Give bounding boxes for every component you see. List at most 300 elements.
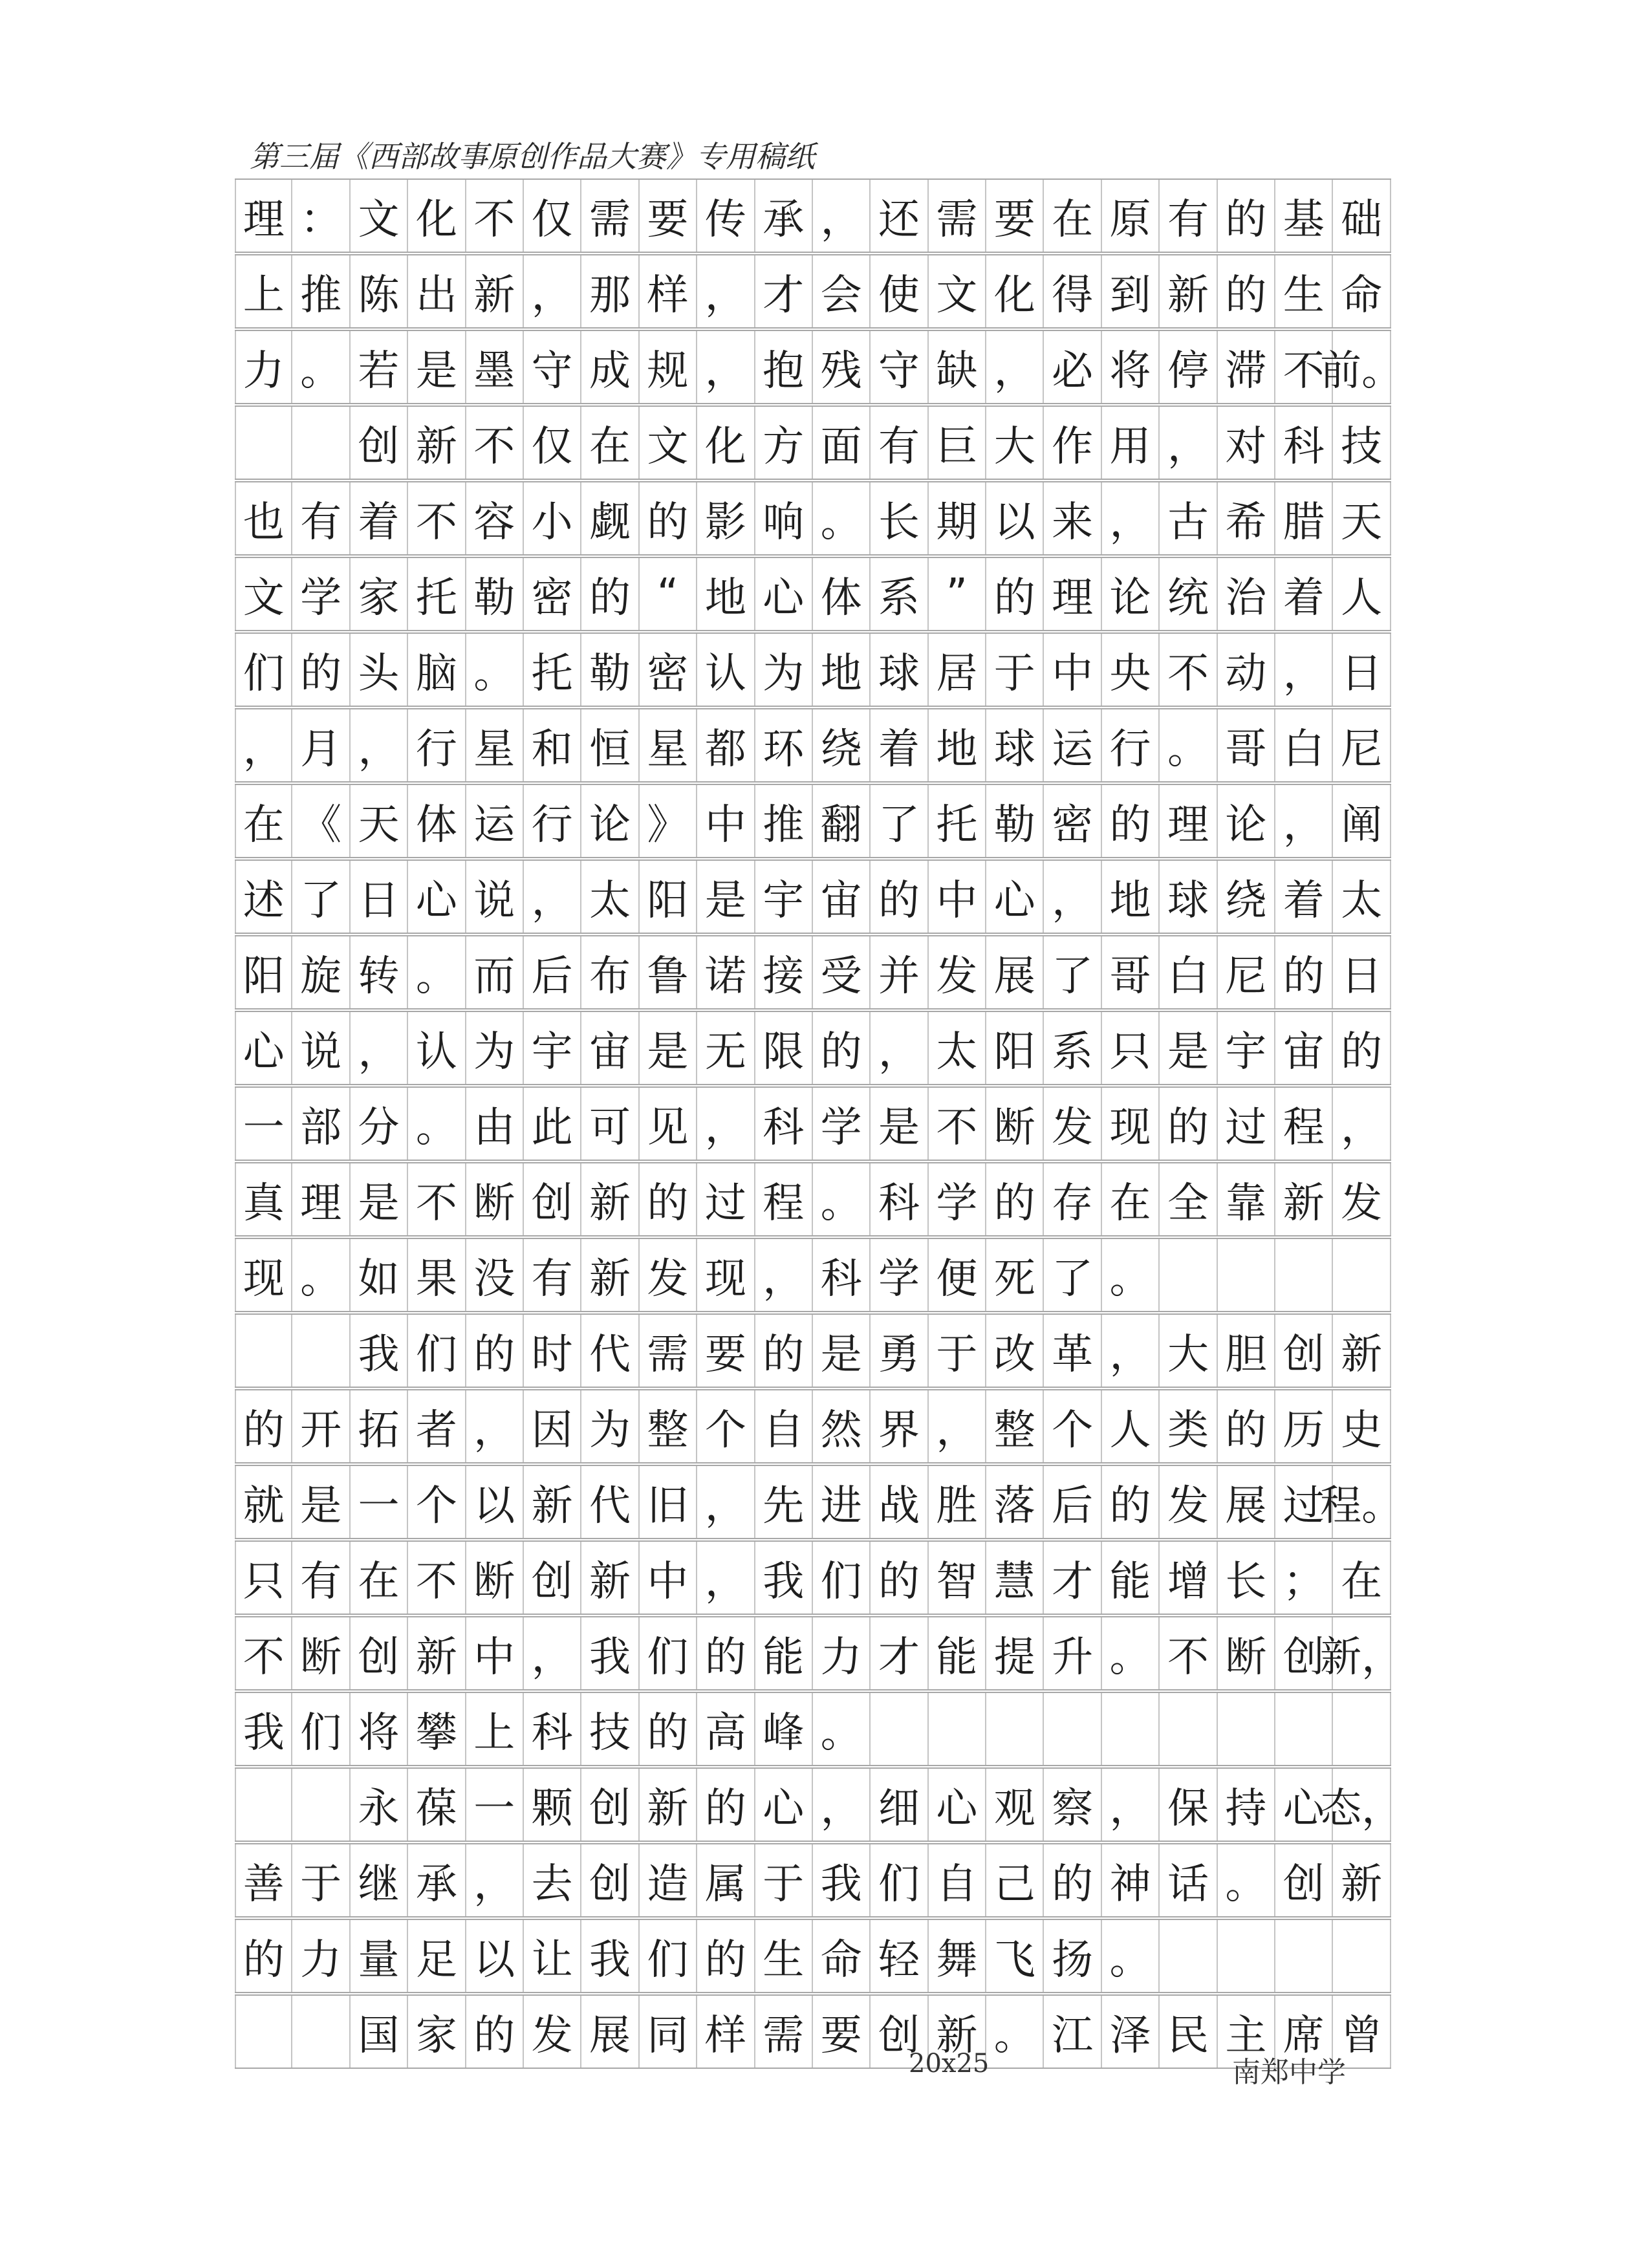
grid-cell: 缺 <box>929 331 986 403</box>
grid-cell: 说 <box>466 861 524 933</box>
grid-cell: 绕 <box>813 709 871 781</box>
grid-row <box>235 1313 1391 1388</box>
grid-row <box>235 784 1391 858</box>
grid-cell: 的 <box>986 558 1044 630</box>
grid-cell: 的 <box>986 1163 1044 1235</box>
grid-cell: 心 <box>408 861 466 933</box>
grid-cell: 以 <box>986 482 1044 554</box>
grid-cell: 地 <box>1102 861 1160 933</box>
grid-row <box>235 1843 1391 1917</box>
grid-cell: 开 <box>292 1390 350 1462</box>
grid-cell <box>871 1693 928 1765</box>
grid-cell: 必 <box>1044 331 1101 403</box>
grid-cell: 要 <box>697 1315 755 1387</box>
grid-cell: 球 <box>1160 861 1217 933</box>
grid-cell: 原 <box>1102 180 1160 252</box>
grid-cell: 。 <box>1218 1844 1275 1916</box>
grid-cell: 用 <box>1102 407 1160 479</box>
grid-cell: 我 <box>581 1617 639 1689</box>
grid-cell: 守 <box>524 331 581 403</box>
grid-cell: 和 <box>524 709 581 781</box>
grid-cell: 日 <box>1333 936 1391 1008</box>
grid-cell: 接 <box>755 936 813 1008</box>
grid-cell: 人 <box>1102 1390 1160 1462</box>
grid-cell: 诺 <box>697 936 755 1008</box>
grid-cell: 化 <box>408 180 466 252</box>
grid-cell: 们 <box>640 1920 697 1992</box>
grid-cell: 的 <box>292 634 350 706</box>
grid-cell: 旧 <box>640 1466 697 1538</box>
grid-cell: 新 <box>1275 1163 1333 1235</box>
grid-cell <box>235 407 292 479</box>
grid-cell: 察 <box>1044 1769 1101 1841</box>
grid-cell: 科 <box>871 1163 928 1235</box>
grid-cell: 创 <box>581 1844 639 1916</box>
grid-cell: 者 <box>408 1390 466 1462</box>
grid-cell: 并 <box>871 936 928 1008</box>
grid-cell: 我 <box>351 1315 408 1387</box>
grid-cell: 的 <box>1160 1088 1217 1160</box>
grid-cell: 密 <box>640 634 697 706</box>
grid-cell: 面 <box>813 407 871 479</box>
grid-cell: 们 <box>640 1617 697 1689</box>
grid-cell: 提 <box>986 1617 1044 1689</box>
grid-cell: 断 <box>986 1088 1044 1160</box>
grid-cell: 要 <box>813 1996 871 2068</box>
grid-cell: 的 <box>1218 180 1275 252</box>
grid-cell: 脑 <box>408 634 466 706</box>
grid-cell: 的 <box>235 1390 292 1462</box>
grid-cell: 希 <box>1218 482 1275 554</box>
grid-cell: 。 <box>813 1693 871 1765</box>
grid-cell: 论 <box>1102 558 1160 630</box>
grid-cell: 上 <box>235 255 292 327</box>
grid-cell: 发 <box>1044 1088 1101 1160</box>
grid-row <box>235 1086 1391 1161</box>
grid-cell: 是 <box>697 861 755 933</box>
grid-cell: 现 <box>697 1239 755 1311</box>
grid-cell: 有 <box>524 1239 581 1311</box>
grid-cell: 类 <box>1160 1390 1217 1462</box>
grid-cell: 守 <box>871 331 928 403</box>
grid-cell: ， <box>1275 785 1333 857</box>
grid-cell: 继 <box>351 1844 408 1916</box>
grid-cell: 的 <box>640 1693 697 1765</box>
grid-cell: 新 <box>929 1996 986 2068</box>
grid-cell: 量 <box>351 1920 408 1992</box>
grid-cell: 。 <box>408 936 466 1008</box>
grid-cell: 心 <box>929 1769 986 1841</box>
grid-cell: 勒 <box>466 558 524 630</box>
grid-cell: 创 <box>351 407 408 479</box>
grid-cell: 以 <box>466 1466 524 1538</box>
grid-cell: 力 <box>292 1920 350 1992</box>
grid-cell: 人 <box>1333 558 1391 630</box>
grid-cell: 头 <box>351 634 408 706</box>
grid-cell: 果 <box>408 1239 466 1311</box>
grid-cell: 能 <box>929 1617 986 1689</box>
grid-cell: 化 <box>697 407 755 479</box>
grid-cell: 现 <box>235 1239 292 1311</box>
grid-cell: 基 <box>1275 180 1333 252</box>
grid-cell: 智 <box>929 1542 986 1614</box>
grid-cell: 展 <box>986 936 1044 1008</box>
grid-cell: 不 <box>929 1088 986 1160</box>
grid-cell: ， <box>351 1012 408 1084</box>
grid-cell: 的 <box>1218 1390 1275 1462</box>
grid-cell: 转 <box>351 936 408 1008</box>
grid-cell: 们 <box>871 1844 928 1916</box>
grid-cell: 对 <box>1218 407 1275 479</box>
grid-cell: 们 <box>235 634 292 706</box>
grid-cell: 到 <box>1102 255 1160 327</box>
grid-cell: ， <box>466 1844 524 1916</box>
grid-cell <box>1333 1920 1391 1992</box>
grid-cell: 就 <box>235 1466 292 1538</box>
grid-cell: 中 <box>697 785 755 857</box>
grid-cell: 的 <box>813 1012 871 1084</box>
grid-cell: 认 <box>408 1012 466 1084</box>
grid-cell <box>292 407 350 479</box>
grid-cell: 时 <box>524 1315 581 1387</box>
grid-cell: 需 <box>929 180 986 252</box>
grid-cell: 后 <box>1044 1466 1101 1538</box>
grid-cell: 主 <box>1218 1996 1275 2068</box>
grid-row <box>235 632 1391 707</box>
grid-row <box>235 1994 1391 2069</box>
grid-cell: 太 <box>1333 861 1391 933</box>
grid-row <box>235 1540 1391 1615</box>
grid-cell: 个 <box>408 1466 466 1538</box>
grid-cell: 便 <box>929 1239 986 1311</box>
grid-cell: 心 <box>1275 1769 1333 1841</box>
grid-cell <box>1160 1239 1217 1311</box>
grid-cell <box>235 1769 292 1841</box>
grid-cell: 陈 <box>351 255 408 327</box>
grid-cell: 改 <box>986 1315 1044 1387</box>
grid-cell: 太 <box>581 861 639 933</box>
grid-cell: 于 <box>292 1844 350 1916</box>
grid-cell: 阐 <box>1333 785 1391 857</box>
grid-cell: 前。 <box>1333 331 1391 403</box>
grid-cell: 出 <box>408 255 466 327</box>
grid-cell: 过 <box>1218 1088 1275 1160</box>
grid-cell: ， <box>524 255 581 327</box>
grid-cell: 球 <box>871 634 928 706</box>
grid-cell: 翻 <box>813 785 871 857</box>
grid-cell <box>1333 1239 1391 1311</box>
grid-cell: 月 <box>292 709 350 781</box>
grid-cell: 的 <box>697 1617 755 1689</box>
grid-cell: ： <box>292 180 350 252</box>
grid-cell: ， <box>697 255 755 327</box>
grid-cell: 拓 <box>351 1390 408 1462</box>
grid-cell: 央 <box>1102 634 1160 706</box>
grid-cell: 着 <box>871 709 928 781</box>
grid-cell: 行 <box>408 709 466 781</box>
grid-cell <box>235 1315 292 1387</box>
grid-cell: 。 <box>813 482 871 554</box>
grid-cell: 着 <box>351 482 408 554</box>
grid-cell: 学 <box>292 558 350 630</box>
grid-cell: 托 <box>524 634 581 706</box>
grid-cell: 部 <box>292 1088 350 1160</box>
grid-cell: 是 <box>871 1088 928 1160</box>
grid-cell: 造 <box>640 1844 697 1916</box>
grid-cell: 足 <box>408 1920 466 1992</box>
grid-cell: ， <box>524 1617 581 1689</box>
grid-cell: 们 <box>813 1542 871 1614</box>
grid-cell: 有 <box>871 407 928 479</box>
grid-cell: 没 <box>466 1239 524 1311</box>
grid-cell: ” <box>929 558 986 630</box>
grid-cell: 是 <box>813 1315 871 1387</box>
grid-cell <box>235 1996 292 2068</box>
grid-cell: 勒 <box>986 785 1044 857</box>
grid-cell: 的 <box>235 1920 292 1992</box>
grid-cell <box>1275 1239 1333 1311</box>
grid-cell: 密 <box>1044 785 1101 857</box>
grid-cell: 是 <box>292 1466 350 1538</box>
grid-cell: 技 <box>581 1693 639 1765</box>
grid-cell: 腊 <box>1275 482 1333 554</box>
sheet-header: 第三届《西部故事原创作品大赛》专用稿纸 <box>250 139 815 174</box>
grid-cell: 断 <box>1218 1617 1275 1689</box>
grid-cell: 的 <box>581 558 639 630</box>
grid-cell: 发 <box>524 1996 581 2068</box>
grid-cell: 为 <box>581 1390 639 1462</box>
grid-row <box>235 1767 1403 1842</box>
grid-cell: 仅 <box>524 407 581 479</box>
grid-cell: 的 <box>1102 785 1160 857</box>
grid-cell: 可 <box>581 1088 639 1160</box>
grid-cell: 都 <box>697 709 755 781</box>
grid-cell: 规 <box>640 331 697 403</box>
grid-cell: ， <box>351 709 408 781</box>
grid-cell <box>1102 1693 1160 1765</box>
grid-cell: 日 <box>1333 634 1391 706</box>
grid-cell: ， <box>466 1390 524 1462</box>
grid-cell: 发 <box>640 1239 697 1311</box>
grid-cell: 觑 <box>581 482 639 554</box>
grid-cell: 旋 <box>292 936 350 1008</box>
grid-cell: 为 <box>466 1012 524 1084</box>
grid-cell: ， <box>813 1769 871 1841</box>
grid-cell <box>929 1693 986 1765</box>
grid-cell: 不 <box>466 180 524 252</box>
grid-cell: 不 <box>408 482 466 554</box>
grid-cell: 分 <box>351 1088 408 1160</box>
grid-cell: 的 <box>1218 255 1275 327</box>
grid-cell: 才 <box>755 255 813 327</box>
grid-cell: 命 <box>813 1920 871 1992</box>
grid-cell: ， <box>1275 634 1333 706</box>
grid-cell: 要 <box>640 180 697 252</box>
grid-cell: 由 <box>466 1088 524 1160</box>
grid-cell: 属 <box>697 1844 755 1916</box>
grid-cell: 整 <box>640 1390 697 1462</box>
grid-cell: 民 <box>1160 1996 1217 2068</box>
grid-cell: 巨 <box>929 407 986 479</box>
grid-row <box>235 859 1391 934</box>
grid-cell: 保 <box>1160 1769 1217 1841</box>
grid-cell: 成 <box>581 331 639 403</box>
grid-cell: 。 <box>1102 1617 1160 1689</box>
grid-cell: 居 <box>929 634 986 706</box>
grid-cell: 着 <box>1275 558 1333 630</box>
grid-cell: 创 <box>351 1617 408 1689</box>
grid-cell: 哥 <box>1218 709 1275 781</box>
grid-cell: 。 <box>292 1239 350 1311</box>
grid-cell: 我 <box>755 1542 813 1614</box>
grid-cell: 将 <box>351 1693 408 1765</box>
grid-cell: 己 <box>986 1844 1044 1916</box>
grid-cell: 说 <box>292 1012 350 1084</box>
grid-row <box>235 1692 1391 1766</box>
grid-cell: 让 <box>524 1920 581 1992</box>
grid-cell: 史 <box>1333 1390 1391 1462</box>
grid-cell: 展 <box>1218 1466 1275 1538</box>
grid-cell: 。 <box>986 1996 1044 2068</box>
grid-cell: 尼 <box>1218 936 1275 1008</box>
grid-cell: 的 <box>871 861 928 933</box>
grid-cell: ， <box>1333 1088 1391 1160</box>
grid-row <box>235 1919 1391 1993</box>
grid-cell: ， <box>1044 861 1101 933</box>
grid-cell <box>1275 1920 1333 1992</box>
grid-cell: 阳 <box>986 1012 1044 1084</box>
grid-cell: 托 <box>408 558 466 630</box>
grid-cell: 过 <box>1275 1466 1333 1538</box>
grid-cell: 运 <box>1044 709 1101 781</box>
grid-cell: 我 <box>581 1920 639 1992</box>
grid-cell: 环 <box>755 709 813 781</box>
grid-cell: 系 <box>871 558 928 630</box>
grid-cell: 死 <box>986 1239 1044 1311</box>
grid-cell: 峰 <box>755 1693 813 1765</box>
grid-cell: 自 <box>929 1844 986 1916</box>
grid-cell: 有 <box>292 482 350 554</box>
grid-cell: 治 <box>1218 558 1275 630</box>
grid-cell: 文 <box>640 407 697 479</box>
grid-cell <box>1218 1239 1275 1311</box>
school-name: 南郑中学 <box>1232 2056 1346 2089</box>
grid-cell: 要 <box>986 180 1044 252</box>
grid-cell: 理 <box>235 180 292 252</box>
grid-cell: 将 <box>1102 331 1160 403</box>
grid-cell: 心 <box>755 1769 813 1841</box>
grid-cell: ， <box>697 1466 755 1538</box>
grid-cell: 理 <box>292 1163 350 1235</box>
grid-cell: 系 <box>1044 1012 1101 1084</box>
grid-cell: 托 <box>929 785 986 857</box>
grid-cell: 需 <box>640 1315 697 1387</box>
grid-cell: 白 <box>1160 936 1217 1008</box>
grid-cell: ， <box>1102 1315 1160 1387</box>
grid-cell: 天 <box>1333 482 1391 554</box>
grid-cell: 化 <box>986 255 1044 327</box>
grid-cell: 得 <box>1044 255 1101 327</box>
grid-cell: 新 <box>408 1617 466 1689</box>
grid-cell: 生 <box>755 1920 813 1992</box>
grid-cell: ， <box>524 861 581 933</box>
grid-cell: 战 <box>871 1466 928 1538</box>
grid-cell: 才 <box>871 1617 928 1689</box>
grid-cell: 文 <box>929 255 986 327</box>
grid-cell: 。 <box>466 634 524 706</box>
grid-cell: 程。 <box>1333 1466 1391 1538</box>
grid-cell: 。 <box>1102 1920 1160 1992</box>
grid-cell: 科 <box>813 1239 871 1311</box>
grid-cell: 文 <box>351 180 408 252</box>
grid-cell: 只 <box>1102 1012 1160 1084</box>
grid-cell: 一 <box>351 1466 408 1538</box>
grid-cell: 在 <box>351 1542 408 1614</box>
grid-cell: 创 <box>581 1769 639 1841</box>
grid-cell: 只 <box>235 1542 292 1614</box>
grid-cell: 创 <box>871 1996 928 2068</box>
grid-cell: 承 <box>755 180 813 252</box>
grid-cell: 的 <box>1044 1844 1101 1916</box>
grid-cell: 心 <box>235 1012 292 1084</box>
grid-cell: 同 <box>640 1996 697 2068</box>
grid-cell: 在 <box>581 407 639 479</box>
grid-cell: 扬 <box>1044 1920 1101 1992</box>
grid-cell: 中 <box>466 1617 524 1689</box>
grid-cell: 一 <box>235 1088 292 1160</box>
grid-cell: 攀 <box>408 1693 466 1765</box>
grid-cell <box>986 1693 1044 1765</box>
grid-cell: 胜 <box>929 1466 986 1538</box>
grid-cell: 发 <box>1160 1466 1217 1538</box>
grid-cell: 全 <box>1160 1163 1217 1235</box>
grid-cell: 能 <box>755 1617 813 1689</box>
grid-cell: 学 <box>871 1239 928 1311</box>
grid-cell: 现 <box>1102 1088 1160 1160</box>
grid-cell: 曾 <box>1333 1996 1391 2068</box>
grid-cell: 勒 <box>581 634 639 706</box>
grid-cell: 是 <box>640 1012 697 1084</box>
grid-cell: 述 <box>235 861 292 933</box>
grid-cell: 革 <box>1044 1315 1101 1387</box>
grid-cell: 宙 <box>1275 1012 1333 1084</box>
grid-cell: 新 <box>581 1163 639 1235</box>
grid-cell: 行 <box>1102 709 1160 781</box>
grid-cell: 的 <box>1333 1012 1391 1084</box>
grid-cell: 然 <box>813 1390 871 1462</box>
grid-cell: 进 <box>813 1466 871 1538</box>
grid-row <box>235 1162 1391 1237</box>
grid-cell: 的 <box>640 1163 697 1235</box>
grid-cell: 的 <box>697 1769 755 1841</box>
grid-cell: 恒 <box>581 709 639 781</box>
grid-cell: 星 <box>640 709 697 781</box>
grid-cell: 古 <box>1160 482 1217 554</box>
grid-row <box>235 1011 1391 1085</box>
grid-cell: 后 <box>524 936 581 1008</box>
grid-cell: 们 <box>292 1693 350 1765</box>
grid-cell: 了 <box>1044 936 1101 1008</box>
grid-cell: 发 <box>1333 1163 1391 1235</box>
grid-cell: ， <box>697 1088 755 1160</box>
grid-cell: 着 <box>1275 861 1333 933</box>
grid-cell: 勇 <box>871 1315 928 1387</box>
grid-cell: 不 <box>235 1617 292 1689</box>
grid-cell: 小 <box>524 482 581 554</box>
grid-cell: 而 <box>466 936 524 1008</box>
grid-cell: 太 <box>929 1012 986 1084</box>
grid-cell: 为 <box>755 634 813 706</box>
